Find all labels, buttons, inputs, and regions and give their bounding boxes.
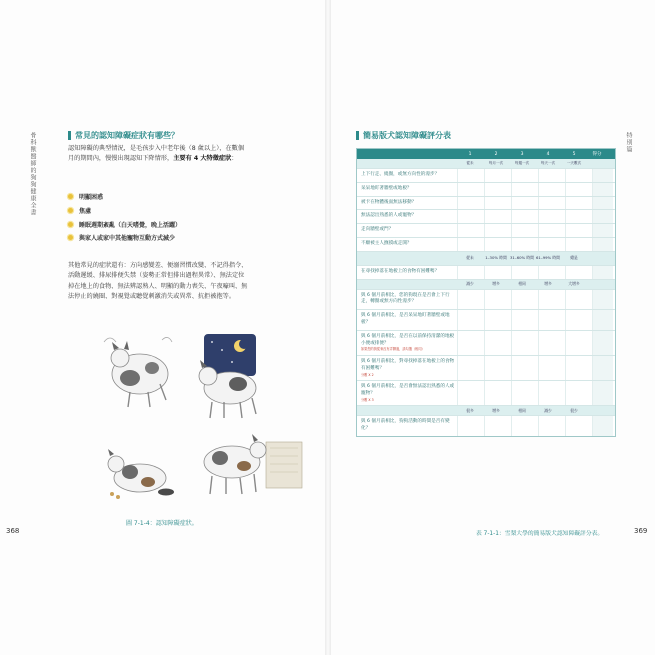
table-row: 在尋找掉落在地板上的食物有困難嗎？ bbox=[357, 265, 615, 279]
wall-staring-dog-illustration bbox=[204, 434, 302, 494]
table-row: 與 6 個月前相比，是否呆呆地盯著牆壁或地板？ bbox=[357, 309, 615, 330]
percentage-label-row: 從未 1–30% 時間 31–60% 時間 61–99% 時間 總是 bbox=[357, 251, 615, 265]
section-bar-icon bbox=[356, 131, 359, 140]
table-row: 與 6 個月前相比，您的狗現在是否會上下行走，轉圈或無方向性漫步？ bbox=[357, 289, 615, 310]
bullet-dot-icon bbox=[68, 222, 73, 227]
section-bar-icon bbox=[68, 131, 71, 140]
table-row: 無法認出熟悉的人或寵物？ bbox=[357, 209, 615, 223]
page-gutter bbox=[325, 0, 331, 655]
bullet-dot-icon bbox=[68, 194, 73, 199]
bullet-dot-icon bbox=[68, 208, 73, 213]
table-note: 分數 X 3 bbox=[361, 397, 374, 402]
list-item: 睡眠週期紊亂（白天嗜覺，晚上活躍） bbox=[68, 217, 181, 231]
table-header-row: 1 2 3 4 5 得分 bbox=[357, 149, 615, 159]
list-item: 焦慮 bbox=[68, 204, 181, 218]
intro-line-2: 月的期間內，慢慢出現認知下降情形，主要有 4 大特徵症狀： bbox=[68, 155, 238, 163]
other-symptoms-paragraph: 其他常見的症狀還有：方向感變差、便溺習慣改變、不記得指令、 活動遲緩、排尿排便失禁（姿勢正常但排出過程異常）、無法定位 掉在地上的食物、無法辨認熟人、明顯的動力喪失、午夜嚎叫、無 法停止的繞圈、對視覺或聽覺刺激消失或異常、抗拒被抱等。 bbox=[68, 262, 248, 301]
night-restless-dog-illustration bbox=[199, 334, 256, 418]
right-page-number: 369 bbox=[634, 527, 648, 535]
table-row: 走向牆壁或門？ bbox=[357, 223, 615, 237]
left-page-number: 368 bbox=[6, 527, 20, 535]
list-item: 與家人或家中其他寵物互動方式減少 bbox=[68, 231, 181, 245]
table-note: 如果您的狗從來沒有弄髒過，請勾選（相同） bbox=[361, 347, 425, 352]
dog-illustration-group bbox=[100, 332, 310, 517]
table-note: 分數 X 2 bbox=[361, 372, 374, 377]
table-row: 與 6 個月前相比，狗狗活動的時間是否有變化？ bbox=[357, 415, 615, 436]
right-section-title bbox=[356, 130, 451, 141]
table-row: 上下行走、繞圈，或無方向性的漫步？ bbox=[357, 168, 615, 182]
right-spine-title: 特別篇 bbox=[625, 132, 632, 153]
intro-line-1: 認知障礙的典型情況，是毛孩步入中老年後（8 歲以上），在數個 bbox=[68, 145, 245, 152]
table-row: 與 6 個月前相比，是否會無法認出熟悉的人或寵物？ 分數 X 3 bbox=[357, 380, 615, 405]
figure-caption: 圖 7-1-4：認知障礙症狀。 bbox=[126, 520, 198, 527]
left-spine-title: 骨科獸醫師的狗狗健康全書 bbox=[29, 132, 36, 216]
left-section-title bbox=[68, 130, 179, 141]
intro-paragraph bbox=[68, 144, 318, 165]
confused-dog-illustration bbox=[104, 337, 172, 407]
list-item: 明顯困惑 bbox=[68, 190, 181, 204]
table-row: 與 6 個月前相比，是否在以前保持清潔的地板小便或排便？ 如果您的狗從來沒有弄髒過，請勾選（相同） bbox=[357, 330, 615, 355]
frequency-label-row: 從未 每月一次 每週一次 每天一次 一天數次 bbox=[357, 159, 615, 168]
table-row: 與 6 個月前相比，對尋找掉落在地板上的食物有困難嗎？ 分數 X 2 bbox=[357, 355, 615, 380]
change-label-row-2: 很多 增多 相同 減少 很少 bbox=[357, 405, 615, 415]
table-row: 被卡在物體後面無法移動？ bbox=[357, 196, 615, 210]
table-caption: 表 7-1-1：雪梨大學的簡易版犬認知障礙評分表。 bbox=[476, 531, 604, 537]
table-row: 呆呆地盯著牆壁或地板？ bbox=[357, 182, 615, 196]
table-row: 不願被主人撫摸或走開？ bbox=[357, 237, 615, 251]
lethargic-dog-illustration bbox=[108, 449, 174, 499]
symptom-bullet-list bbox=[68, 190, 181, 245]
bullet-dot-icon bbox=[68, 235, 73, 240]
change-label-row: 減少 增多 相同 增多 大增多 bbox=[357, 279, 615, 289]
cognitive-score-table bbox=[356, 148, 616, 437]
right-section-title-text: 簡易版犬認知障礙評分表 bbox=[363, 131, 451, 140]
left-section-title-text: 常見的認知障礙症狀有哪些？ bbox=[75, 131, 179, 140]
